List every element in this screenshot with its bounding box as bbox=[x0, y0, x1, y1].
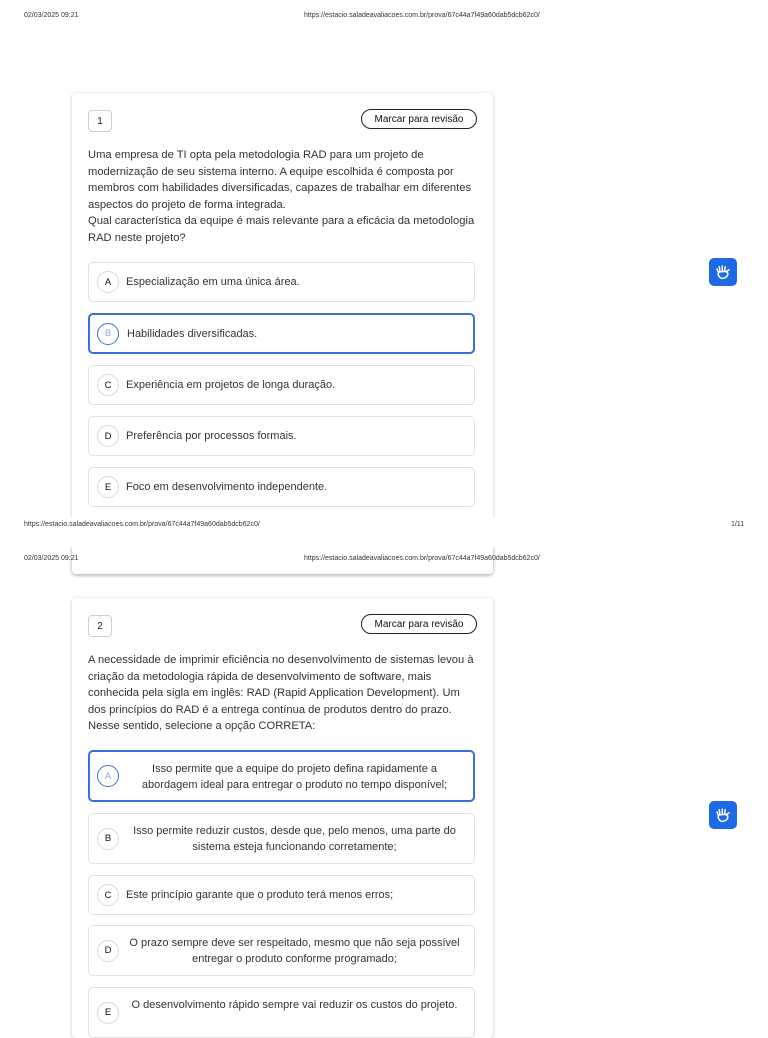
question-text: A necessidade de imprimir eficiência no desenvolvimento de sistemas levou à criação da metodologia rápida de desenvolvimento de software, mais conhecida pela sigla em inglês: RAD (Rapid Application Development). Um dos princípios do RAD é a entrega contínua de produtos dentro do prazo. Nesse sentido, selecione a opção CORRETA: bbox=[88, 654, 474, 732]
question-card-2 bbox=[72, 598, 493, 1038]
option-text: Foco em desenvolvimento independente. bbox=[126, 481, 328, 493]
option-text: Preferência por processos formais. bbox=[126, 430, 297, 442]
mark-for-review-button[interactable]: Marcar para revisão bbox=[361, 109, 477, 129]
option-text: Experiência em projetos de longa duração. bbox=[126, 379, 336, 391]
option-e[interactable] bbox=[88, 467, 475, 507]
option-d[interactable] bbox=[88, 925, 475, 976]
option-letter: E bbox=[97, 476, 119, 498]
option-e[interactable] bbox=[88, 987, 475, 1038]
option-d[interactable] bbox=[88, 416, 475, 456]
option-text: O desenvolvimento rápido sempre vai reduzir os custos do projeto. bbox=[131, 999, 458, 1011]
option-text: Isso permite reduzir custos, desde que, pelo menos, uma parte do sistema esteja funcionando corretamente; bbox=[133, 825, 456, 853]
hand-sign-language-icon bbox=[714, 263, 732, 281]
option-letter: A bbox=[97, 271, 119, 293]
option-text: Especialização em uma única área. bbox=[126, 276, 300, 288]
option-letter: A bbox=[97, 765, 119, 787]
option-text: Isso permite que a equipe do projeto defina rapidamente a abordagem ideal para entregar o produto no tempo disponível; bbox=[141, 763, 448, 791]
option-letter: B bbox=[97, 323, 119, 345]
page2-header-url: https://estacio.saladeavaliacoes.com.br/prova/67c44a7f49a60dab5dcb62c0/ bbox=[304, 555, 540, 562]
option-text: O prazo sempre deve ser respeitado, mesmo que não seja possível entregar o produto conforme programado; bbox=[129, 937, 460, 965]
option-a[interactable] bbox=[88, 262, 475, 302]
mark-for-review-button[interactable]: Marcar para revisão bbox=[361, 614, 477, 634]
option-c[interactable] bbox=[88, 875, 475, 915]
option-c[interactable] bbox=[88, 365, 475, 405]
page1-footer-url: https://estacio.saladeavaliacoes.com.br/prova/67c44a7f49a60dab5dcb62c0/ bbox=[24, 521, 260, 528]
option-letter: D bbox=[97, 425, 119, 447]
option-a[interactable] bbox=[88, 750, 475, 802]
question-number: 1 bbox=[88, 110, 112, 132]
question-number: 2 bbox=[88, 615, 112, 637]
option-letter: C bbox=[97, 374, 119, 396]
page1-header-url: https://estacio.saladeavaliacoes.com.br/prova/67c44a7f49a60dab5dcb62c0/ bbox=[304, 12, 540, 19]
option-letter: D bbox=[97, 940, 119, 962]
question-card-1 bbox=[72, 93, 493, 573]
page1-footer-page-number: 1/11 bbox=[731, 521, 745, 528]
hand-sign-language-icon bbox=[714, 806, 732, 824]
option-text: Habilidades diversificadas. bbox=[127, 328, 258, 340]
option-b[interactable] bbox=[88, 313, 475, 354]
page1-header-date: 02/03/2025 09:21 bbox=[24, 12, 79, 19]
sign-language-button[interactable] bbox=[709, 801, 737, 829]
question-text: Uma empresa de TI opta pela metodologia RAD para um projeto de modernização de seu sistema interno. A equipe escolhida é composta por membros com habilidades diversificadas, capazes de trabalhar em diferentes aspectos do projeto de forma integrada. Qual característica da equipe é mais relevante para a eficácia da metodologia RAD neste projeto? bbox=[88, 149, 475, 244]
option-letter: E bbox=[97, 1002, 119, 1024]
option-letter: B bbox=[97, 828, 119, 850]
sign-language-button[interactable] bbox=[709, 258, 737, 286]
page2-header-date: 02/03/2025 09:21 bbox=[24, 555, 79, 562]
option-letter: C bbox=[97, 884, 119, 906]
option-b[interactable] bbox=[88, 813, 475, 864]
option-text: Este princípio garante que o produto terá menos erros; bbox=[126, 889, 394, 901]
